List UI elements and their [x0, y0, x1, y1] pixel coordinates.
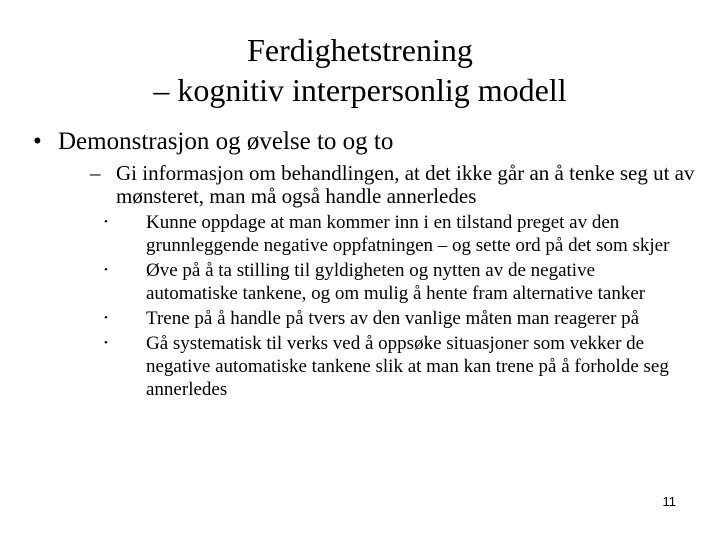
dash-icon: –: [90, 161, 101, 185]
sub-bullet-item: [104, 259, 684, 305]
title-line-1: Ferdighetstrening: [247, 32, 473, 68]
bullet-level-2-text: Gi informasjon om behandlingen, at det ikke går an å tenke seg ut av mønsteret, man må også handle annerledes: [116, 161, 695, 208]
bullet-dot-icon: •: [104, 312, 108, 324]
bullet-dot-icon: •: [104, 216, 108, 228]
bullet-dot-icon: •: [104, 264, 108, 276]
sub-bullet-item: [104, 332, 684, 401]
page-number: 11: [662, 494, 676, 509]
title-line-2: – kognitiv interpersonlig modell: [153, 72, 567, 108]
sub-bullet-item: [104, 307, 684, 330]
sub-bullet-text: Trene på å handle på tvers av den vanlige måten man reagerer på: [146, 308, 640, 329]
sub-bullet-text: Øve på å ta stilling til gyldigheten og nytten av de negative automatiske tankene, og om mulig å hente fram alternative tanker: [146, 260, 646, 304]
sub-bullet-text: Gå systematisk til verks ved å oppsøke situasjoner som vekker de negative automatiske tankene slik at man kan trene på å forholde seg annerledes: [146, 333, 669, 400]
sub-bullet-list: [104, 211, 684, 403]
bullet-dot-icon: •: [104, 337, 108, 349]
bullet-level-1-text: Demonstrasjon og øvelse to og to: [58, 128, 394, 155]
bullet-icon: •: [33, 128, 42, 155]
sub-bullet-text: Kunne oppdage at man kommer inn i en tilstand preget av den grunnleggende negative oppfatningen – og sette ord på det som skjer: [146, 212, 670, 256]
sub-bullet-item: [104, 211, 684, 257]
slide-title: [0, 30, 720, 110]
